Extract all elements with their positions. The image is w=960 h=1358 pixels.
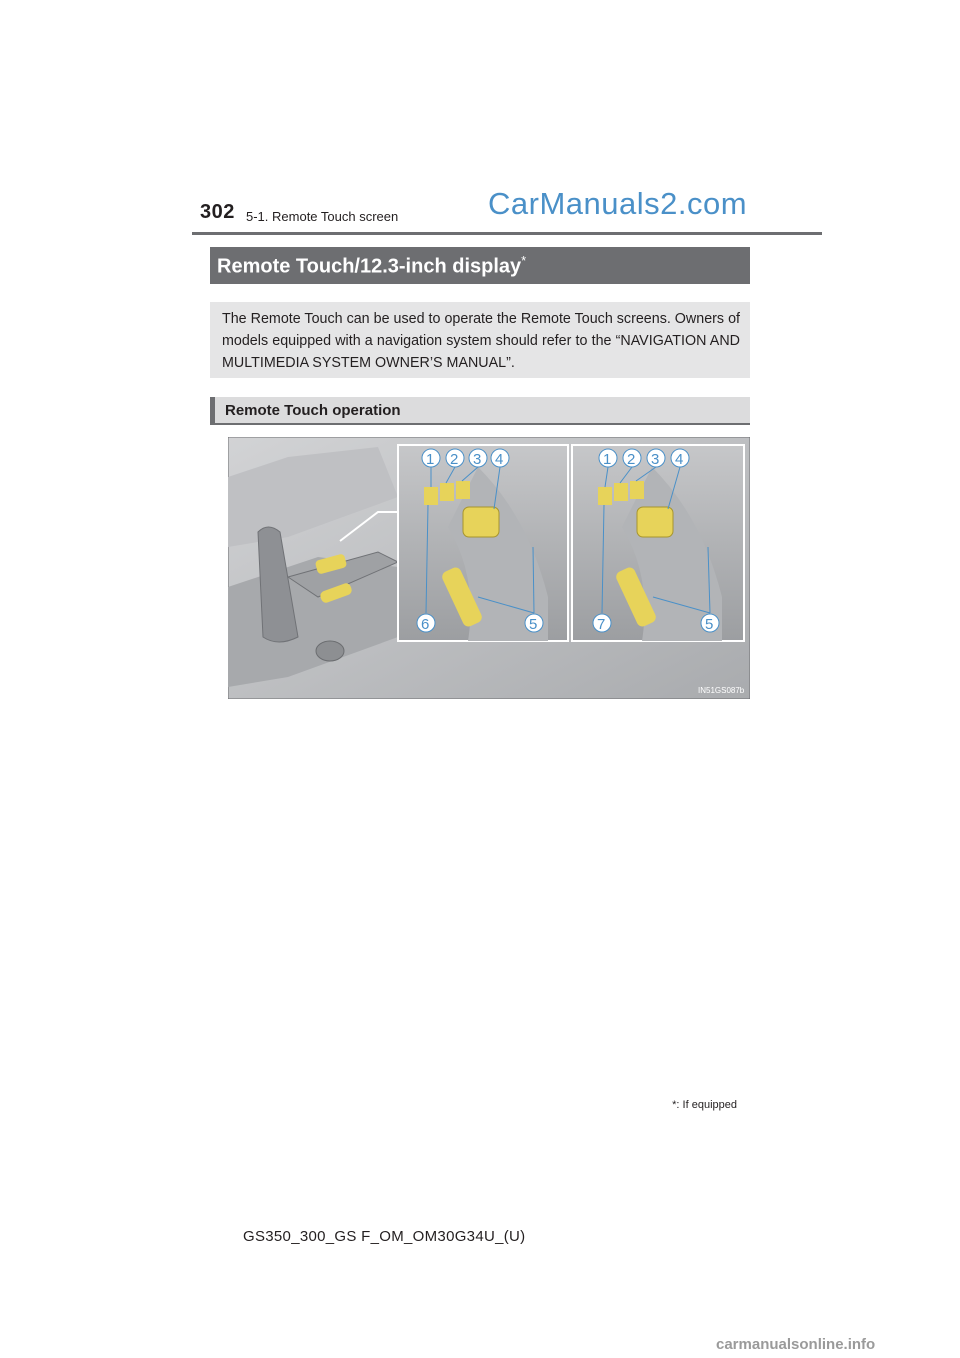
title-marker: * — [521, 253, 527, 268]
right-button-2 — [614, 483, 628, 501]
left-callout-6: 6 — [421, 616, 430, 633]
intro-box — [210, 302, 750, 378]
title-bar — [210, 247, 750, 284]
subheading: Remote Touch operation — [225, 402, 401, 419]
section-label: 5-1. Remote Touch screen — [246, 209, 399, 224]
left-button-3 — [456, 481, 470, 499]
left-callout-4: 4 — [495, 451, 504, 468]
illustration-code: IN51GS087b — [698, 686, 745, 695]
footer-code: GS350_300_GS F_OM_OM30G34U_(U) — [243, 1228, 526, 1245]
right-zoom-panel — [572, 445, 744, 641]
left-button-2 — [440, 483, 454, 501]
page-title-text: Remote Touch/12.3-inch display — [217, 255, 522, 278]
page-title — [217, 253, 526, 279]
right-button-1 — [598, 487, 612, 505]
left-button-1 — [424, 487, 438, 505]
intro-text: The Remote Touch can be used to operate the Remote Touch screens. Owners of models equipped with a navigation system should refer to the “NAVIGATION AND MULTIMEDIA SYSTEM OWNER’S MANUAL”. — [222, 311, 740, 371]
left-touchpad — [463, 507, 499, 537]
right-touchpad — [637, 507, 673, 537]
left-callout-5: 5 — [529, 616, 538, 633]
right-callout-5: 5 — [705, 616, 714, 633]
remote-touch-illustration — [228, 437, 750, 699]
watermark-bottom[interactable]: carmanualsonline.info — [716, 1336, 876, 1353]
left-callout-2: 2 — [450, 451, 459, 468]
page-number: 302 — [200, 201, 235, 223]
watermark-top[interactable]: CarManuals2.com — [488, 186, 748, 221]
right-callout-1: 1 — [603, 451, 612, 468]
left-zoom-panel — [398, 445, 568, 641]
subheading-bar — [210, 397, 750, 425]
right-callout-7: 7 — [597, 616, 606, 633]
footnote: *: If equipped — [672, 1099, 737, 1111]
right-button-3 — [630, 481, 644, 499]
right-callout-4: 4 — [675, 451, 684, 468]
left-callout-1: 1 — [426, 451, 435, 468]
illustration-svg — [228, 437, 750, 699]
left-callout-3: 3 — [473, 451, 482, 468]
header-rule — [192, 232, 822, 235]
right-callout-3: 3 — [651, 451, 660, 468]
right-callout-2: 2 — [627, 451, 636, 468]
